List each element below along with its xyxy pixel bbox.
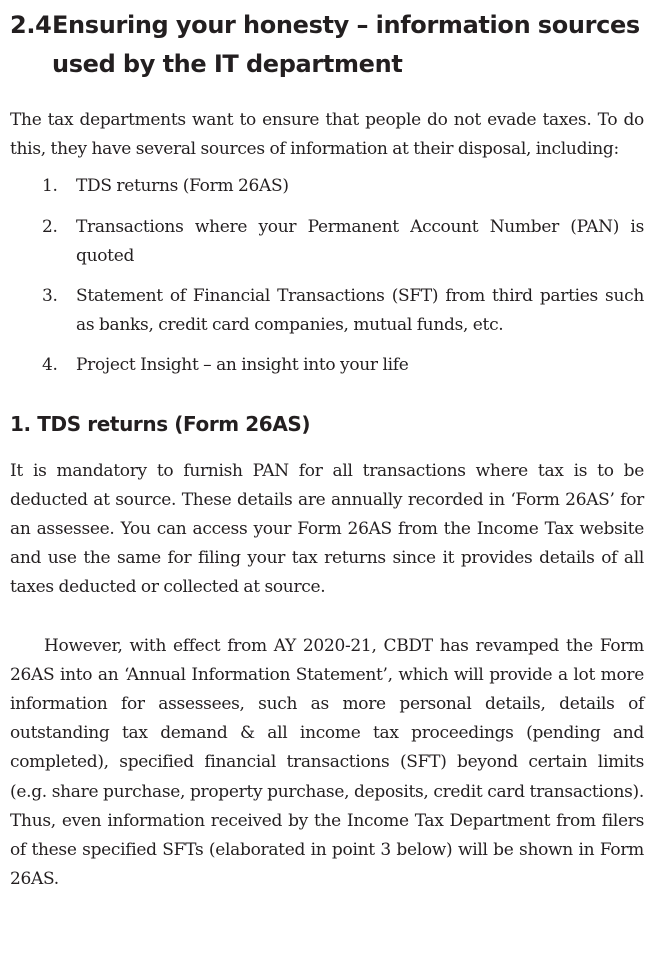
section-title-line2: used by the IT department <box>52 50 403 78</box>
list-item-text: TDS returns (Form 26AS) <box>76 176 289 197</box>
list-item <box>10 172 644 201</box>
list-item-marker: 4. <box>42 355 58 376</box>
section-number: 2.4 <box>10 11 52 39</box>
list-item-marker: 3. <box>42 286 58 307</box>
list-item-text: Statement of Financial Transactions (SFT) from third parties such as banks, credit card companies, mutual funds, etc. <box>76 286 644 336</box>
paragraph-annual-information-statement: However, with effect from AY 2020-21, CBDT has revamped the Form 26AS into an ‘Annual Information Statement’, which will provide a lot more information for assessees, such as more personal details, details of outstanding tax demand & all income tax proceedings (pending and completed), specified financial transactions (SFT) beyond certain limits (e.g. share purchase, property purchase, deposits, credit card transactions). Thus, even information received by the Income Tax Department from filers of these specified SFTs (elaborated in point 3 below) will be shown in Form 26AS. <box>10 635 644 890</box>
subsection-heading: 1. TDS returns (Form 26AS) <box>10 411 311 436</box>
list-item <box>10 213 644 271</box>
sources-list <box>10 172 644 380</box>
paragraph-form-26as: It is mandatory to furnish PAN for all transactions where tax is to be deducted at source. These details are annually recorded in ‘Form 26AS’ for an assessee. You can access your Form 26AS from the Income Tax website and use the same for filing your tax returns since it provides details of all taxes deducted or collected at source. <box>10 460 644 598</box>
list-item-text: Project Insight – an insight into your life <box>76 355 409 376</box>
section-title-line1: Ensuring your honesty – information sources <box>52 11 640 39</box>
list-item-text: Transactions where your Permanent Account Number (PAN) is quoted <box>76 216 644 266</box>
intro-paragraph: The tax departments want to ensure that people do not evade taxes. To do this, they have several sources of information at their disposal, including: <box>10 110 644 160</box>
document-page <box>10 6 644 894</box>
section-heading <box>10 6 644 84</box>
list-item-marker: 1. <box>42 176 58 197</box>
list-item <box>10 351 644 380</box>
list-item <box>10 282 644 340</box>
list-item-marker: 2. <box>42 216 58 237</box>
